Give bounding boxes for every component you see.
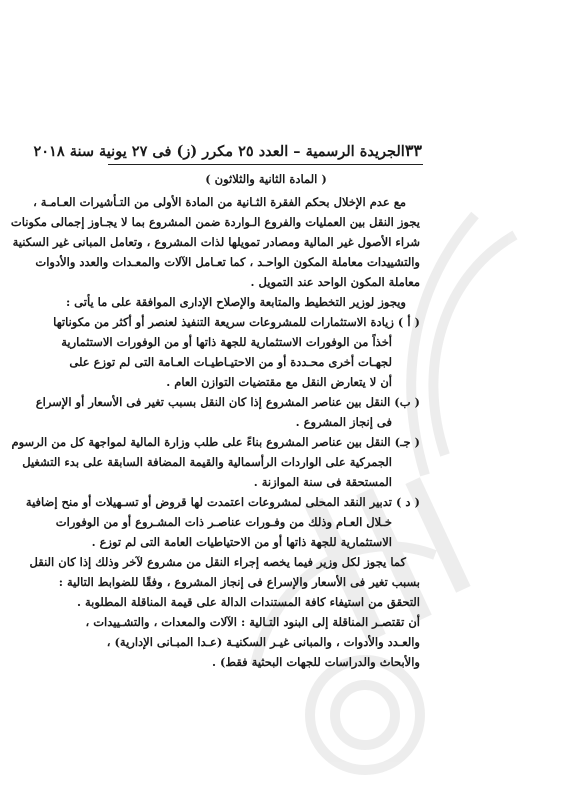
- list-item: ( د ) تدبير النقد المحلى لمشروعات اعتمدت لها قروض أو تسـهيلات أو منح إضافية: [25, 495, 420, 509]
- body-line: شراء الأصول غير المالية ومصادر تمويلها لذات المشروع ، وتعامل المبانى غير السكنية: [12, 235, 420, 249]
- list-item-continuation: أخذاً من الوفورات الاستثمارية للجهة ذاتها أو من الوفورات الاستثمارية: [61, 335, 392, 349]
- list-item: ( ب) النقل بين عناصر المشروع إذا كان النقل بسبب تغير فى الأسعار أو الإسراع: [35, 395, 420, 409]
- body-line: والتشييدات معاملة المكون الواحـد ، كما تعـامل الآلات والمعـدات والعدد والأدوات: [35, 255, 420, 269]
- list-item: ( أ ) زيادة الاستثمارات للمشروعات سريعة التنفيذ لعنصر أو أكثر من مكوناتها: [53, 315, 420, 329]
- body-line: يجوز النقل بين العمليات والفروع الـواردة ضمن المشروع بما لا يجـاوز إجمالى مكونات: [10, 215, 420, 229]
- gazette-issue-title: الجريدة الرسمية – العدد ٢٥ مكرر (ز) فى ٢٧ يونية سنة ٢٠١٨: [33, 143, 405, 160]
- body-line: ويجوز لوزير التخطيط والمتابعة والإصلاح الإدارى الموافقة على ما يأتى :: [65, 295, 406, 309]
- body-line: مع عدم الإخلال بحكم الفقرة الثـانية من المادة الأولى من التـأشيرات العـامـة ،: [33, 195, 406, 209]
- list-item-continuation: فى إنجاز المشروع .: [295, 415, 392, 429]
- list-item-continuation: خـلال العـام وذلك من وفـورات عناصـر ذات المشـروع أو من الوفورات: [55, 515, 392, 529]
- body-line: والعـدد والأدوات ، والمبانى غيـر السكنيـة (عـدا المبـانى الإدارية) ،: [106, 635, 420, 649]
- page-header: [33, 136, 422, 160]
- article-heading: ( المادة الثانية والثلاثون ): [205, 172, 327, 186]
- list-item-continuation: أن لا يتعارض النقل مع مقتضيات التوازن العام .: [166, 375, 392, 389]
- header-divider: [108, 164, 423, 165]
- list-item: ( جـ) النقل بين عناصر المشروع بناءً على طلب وزارة المالية لمواجهة كل من الرسوم: [11, 435, 420, 449]
- body-line: والأبحاث والدراسات للجهات البحثية فقط) .: [211, 655, 420, 669]
- article-body: [10, 192, 420, 672]
- page-number: ٣٣: [404, 141, 422, 160]
- body-line: بسبب تغير فى الأسعار والإسراع فى إنجاز المشروع ، وفقًا للضوابط التالية :: [58, 575, 420, 589]
- list-item-continuation: الاستثمارية للجهة ذاتها أو من الاحتياطيات العامة التى لم توزع .: [91, 535, 392, 549]
- body-line: معاملة المكون الواحد عند التمويل .: [250, 275, 420, 289]
- list-item-continuation: لجهـات أخرى محـددة أو من الاحتيـاطيـات العـامة التى لم توزع على: [69, 355, 392, 369]
- body-line: التحقق من استيفاء كافة المستندات الدالة على قيمة المناقلة المطلوبة .: [76, 595, 420, 609]
- body-line: أن تقتصـر المناقلة إلى البنود التـالية : الآلات والمعدات ، والتشـييدات ،: [85, 615, 420, 629]
- list-item-continuation: الجمركية على الواردات الرأسمالية والقيمة المضافة السابقة على بدء التشغيل: [22, 455, 392, 469]
- list-item-continuation: المستحقة فى سنة الموازنة .: [253, 475, 392, 489]
- body-line: كما يجوز لكل وزير فيما يخصه إجراء النقل من مشروع لآخر وذلك إذا كان النقل: [29, 555, 406, 569]
